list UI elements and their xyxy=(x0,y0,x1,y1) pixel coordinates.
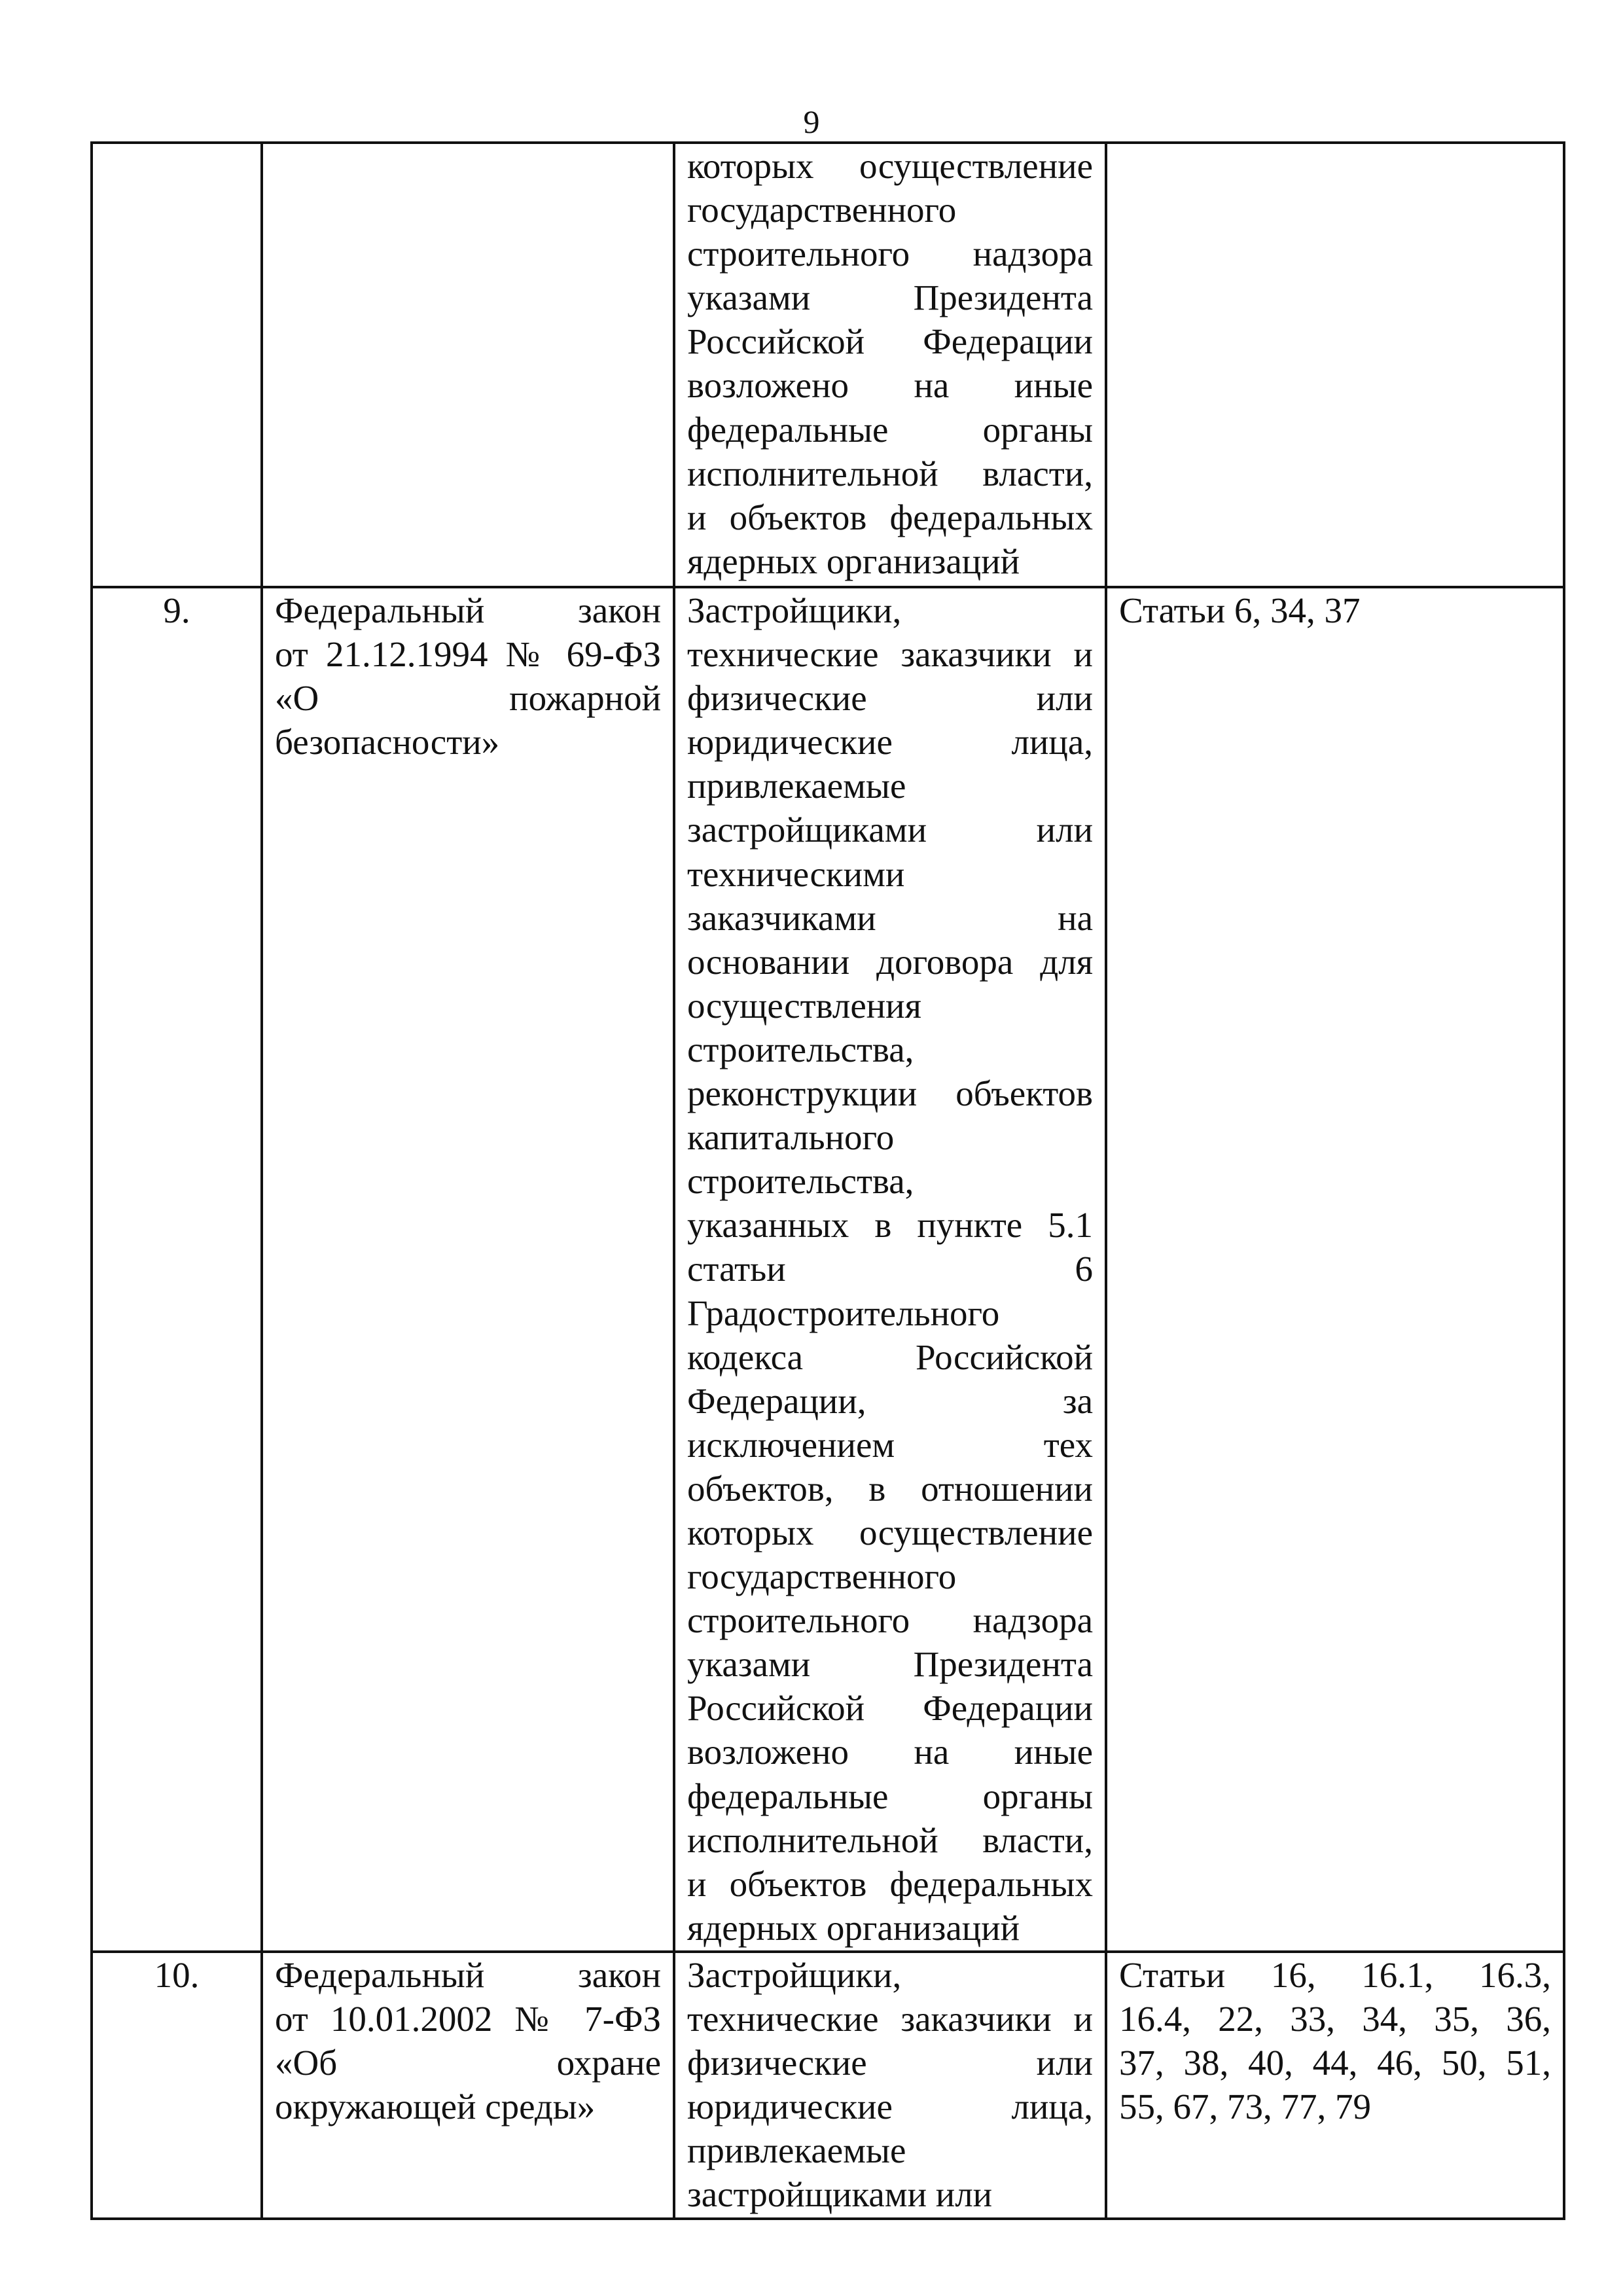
cell-line: реконструкции объектов xyxy=(687,1073,1093,1114)
cell-line: которых осуществление xyxy=(687,1512,1093,1552)
cell-line: государственного xyxy=(687,190,957,230)
cell-line: техническими xyxy=(687,853,905,894)
cell-line: технические заказчики и xyxy=(687,1999,1093,2039)
cell-line: Федеральный закон xyxy=(275,1955,661,1995)
cell-line: строительства, xyxy=(687,1029,914,1069)
cell-line: исключением тех xyxy=(687,1424,1093,1465)
cell-line: ядерных организаций xyxy=(687,1907,1020,1948)
row-number-cell xyxy=(92,143,262,587)
cell-line: физические или xyxy=(687,2043,1093,2083)
cell-line: Статьи 16, 16.1, 16.3, xyxy=(1119,1955,1551,1995)
cell-line: заказчиками на xyxy=(687,897,1093,938)
cell-line: исполнительной власти, xyxy=(687,453,1093,493)
cell-line: Статьи 6, 34, 37 xyxy=(1119,590,1361,630)
law-cell xyxy=(262,1952,674,2219)
cell-line: 37, 38, 40, 44, 46, 50, 51, xyxy=(1119,2043,1551,2083)
cell-line: капитального xyxy=(687,1117,895,1158)
cell-line: строительства, xyxy=(687,1161,914,1202)
law-cell xyxy=(262,143,674,587)
cell-line: федеральные органы xyxy=(687,409,1093,450)
cell-line: возложено на иные xyxy=(687,1732,1093,1772)
cell-line: привлекаемые xyxy=(687,2130,906,2171)
cell-line: исполнительной власти, xyxy=(687,1820,1093,1860)
cell-line: Застройщики, xyxy=(687,590,902,630)
table-row xyxy=(92,1952,1564,2219)
row-number-cell xyxy=(92,587,262,1952)
cell-line: Градостроительного xyxy=(687,1293,1000,1333)
articles-cell xyxy=(1106,1952,1564,2219)
row-number: 9. xyxy=(163,590,190,630)
subjects-cell xyxy=(674,587,1106,1952)
cell-line: кодекса Российской xyxy=(687,1336,1093,1377)
row-number: 10. xyxy=(154,1955,200,1995)
cell-line: от 10.01.2002 № 7-ФЗ xyxy=(275,1999,661,2039)
subjects-cell xyxy=(674,1952,1106,2219)
cell-line: государственного xyxy=(687,1556,957,1597)
cell-line: юридические лица, xyxy=(687,2087,1093,2127)
articles-cell xyxy=(1106,143,1564,587)
table-row xyxy=(92,587,1564,1952)
cell-line: указами Президента xyxy=(687,1644,1093,1685)
cell-line: основании договора для xyxy=(687,941,1093,982)
cell-line: от 21.12.1994 № 69-ФЗ xyxy=(275,634,661,675)
page-number: 9 xyxy=(803,103,820,140)
cell-line: «Об охране xyxy=(275,2043,661,2083)
cell-line: 16.4, 22, 33, 34, 35, 36, xyxy=(1119,1999,1551,2039)
cell-line: Федеральный закон xyxy=(275,590,661,630)
cell-line: объектов, в отношении xyxy=(687,1468,1093,1509)
law-cell xyxy=(262,587,674,1952)
cell-line: указами Президента xyxy=(687,278,1093,318)
cell-line: строительного надзора xyxy=(687,234,1093,274)
cell-line: ядерных организаций xyxy=(687,541,1020,581)
cell-line: застройщиками или xyxy=(687,810,1093,850)
row-number-cell xyxy=(92,1952,262,2219)
cell-line: безопасности» xyxy=(275,722,500,762)
cell-line: застройщиками или xyxy=(687,2174,993,2215)
cell-line: статьи 6 xyxy=(687,1249,1093,1289)
cell-line: Российской Федерации xyxy=(687,321,1093,362)
cell-line: строительного надзора xyxy=(687,1600,1093,1641)
cell-line: Застройщики, xyxy=(687,1955,902,1995)
cell-line: «О пожарной xyxy=(275,678,661,719)
legal-table xyxy=(90,141,1565,2220)
cell-line: осуществления xyxy=(687,985,921,1026)
cell-line: и объектов федеральных xyxy=(687,497,1093,537)
cell-line: привлекаемые xyxy=(687,766,906,806)
cell-line: федеральные органы xyxy=(687,1776,1093,1816)
cell-line: Российской Федерации xyxy=(687,1688,1093,1729)
cell-line: указанных в пункте 5.1 xyxy=(687,1205,1093,1246)
table-row xyxy=(92,143,1564,587)
cell-line: возложено на иные xyxy=(687,365,1093,406)
cell-line: и объектов федеральных xyxy=(687,1863,1093,1904)
articles-cell xyxy=(1106,587,1564,1952)
cell-line: 55, 67, 73, 77, 79 xyxy=(1119,2087,1371,2127)
cell-line: окружающей среды» xyxy=(275,2087,596,2127)
subjects-cell xyxy=(674,143,1106,587)
cell-line: технические заказчики и xyxy=(687,634,1093,675)
cell-line: которых осуществление xyxy=(687,146,1093,186)
cell-line: юридические лица, xyxy=(687,722,1093,762)
cell-line: Федерации, за xyxy=(687,1380,1093,1421)
cell-line: физические или xyxy=(687,678,1093,719)
